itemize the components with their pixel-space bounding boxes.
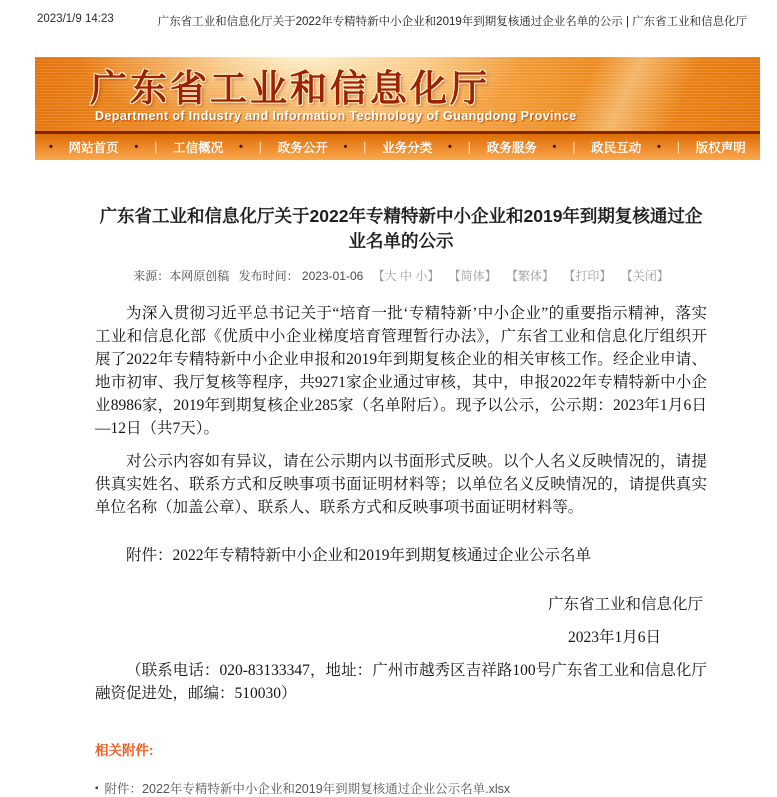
simplified-chinese-button[interactable]: 【简体】 [448, 269, 497, 283]
nav-separator: | [676, 140, 680, 154]
nav-item-services[interactable]: 政务服务 [486, 141, 537, 155]
meta-publish-date: 发布时间： 2023-01-06 [238, 269, 364, 283]
related-attachments-heading: 相关附件: [95, 743, 154, 758]
article-body [95, 302, 707, 705]
paragraph: 对公示内容如有异议，请在公示期内以书面形式反映。以个人名义反映情况的，请提供真实姓名、联系方式和反映事项书面证明材料等；以单位名义反映情况的，请提供真实单位名称（加盖公章）、联系人、联系方式和反映事项书面证明材料等。 [95, 453, 707, 516]
font-size-control[interactable]: 【大 中 小】 [372, 269, 440, 283]
site-banner-subtitle: Department of Industry and Information Technology of Guangdong Province [95, 109, 577, 123]
print-header [0, 0, 777, 57]
meta-source: 来源：本网原创稿 [133, 269, 230, 283]
related-attachments-section [95, 739, 707, 797]
nav-separator: | [363, 140, 367, 154]
nav-item-overview[interactable]: 工信概况 [173, 141, 224, 155]
nav-bullet-icon: • [657, 141, 661, 153]
article-meta [95, 267, 707, 284]
nav-item-gov-affairs[interactable]: 政务公开 [277, 141, 328, 155]
nav-bullet-icon: • [448, 141, 452, 153]
nav-separator: | [154, 140, 158, 154]
paragraph: 为深入贯彻习近平总书记关于“培育一批‘专精特新’中小企业”的重要指示精神，落实工业和信息化部《优质中小企业梯度培育管理暂行办法》，广东省工业和信息化厅组织开展了2022年专精特新中小企业申报和2019年到期复核企业的相关审核工作。经企业申请、地市初审、我厅复核等程序，共9271家企业通过审核，其中，申报2022年专精特新中小企业8986家，2019年到期复核企业285家（名单附后）。现予以公示，公示期：2023年1月6日—12日（共7天）。 [95, 305, 707, 437]
site-banner [35, 57, 760, 131]
nav-item-business[interactable]: 业务分类 [382, 141, 433, 155]
main-nav [35, 131, 760, 160]
nav-item-copyright[interactable]: 版权声明 [695, 141, 746, 155]
contact-info: （联系电话：020-83133347，地址：广州市越秀区吉祥路100号广东省工业和信息化厅融资促进处，邮编：510030） [95, 662, 707, 702]
square-bullet-icon: ▪ [95, 782, 99, 794]
site-banner-title: 广东省工业和信息化厅 [90, 68, 490, 109]
traditional-chinese-button[interactable]: 【繁体】 [506, 269, 555, 283]
signature-date: 2023年1月6日 [567, 629, 661, 646]
close-button[interactable]: 【关闭】 [620, 269, 669, 283]
article [95, 204, 707, 797]
nav-separator: | [572, 140, 576, 154]
nav-bullet-icon: • [134, 141, 139, 153]
nav-bullet-icon: • [552, 141, 557, 153]
nav-separator: | [467, 140, 471, 154]
nav-item-home[interactable]: 网站首页 [68, 141, 119, 155]
nav-bullet-icon: • [343, 141, 348, 153]
attachment-reference-line: 附件：2022年专精特新中小企业和2019年到期复核通过企业公示名单 [126, 547, 592, 564]
attachment-link[interactable] [95, 779, 707, 797]
print-button[interactable]: 【打印】 [563, 269, 612, 283]
article-title: 广东省工业和信息化厅关于2022年专精特新中小企业和2019年到期复核通过企业名单的公示 [99, 206, 703, 251]
attachment-link-label: 附件：2022年专精特新中小企业和2019年到期复核通过企业公示名单.xlsx [104, 782, 511, 796]
print-header-datetime: 2023/1/9 14:23 [37, 13, 114, 25]
nav-bullet-icon: • [238, 141, 243, 153]
print-header-page-title: 广东省工业和信息化厅关于2022年专精特新中小企业和2019年到期复核通过企业名单的公示 | 广东省工业和信息化厅 [157, 16, 748, 28]
nav-bullet-icon: • [49, 141, 53, 153]
nav-separator: | [258, 140, 262, 154]
nav-item-interaction[interactable]: 政民互动 [591, 141, 642, 155]
signature-department: 广东省工业和信息化厅 [547, 596, 703, 613]
